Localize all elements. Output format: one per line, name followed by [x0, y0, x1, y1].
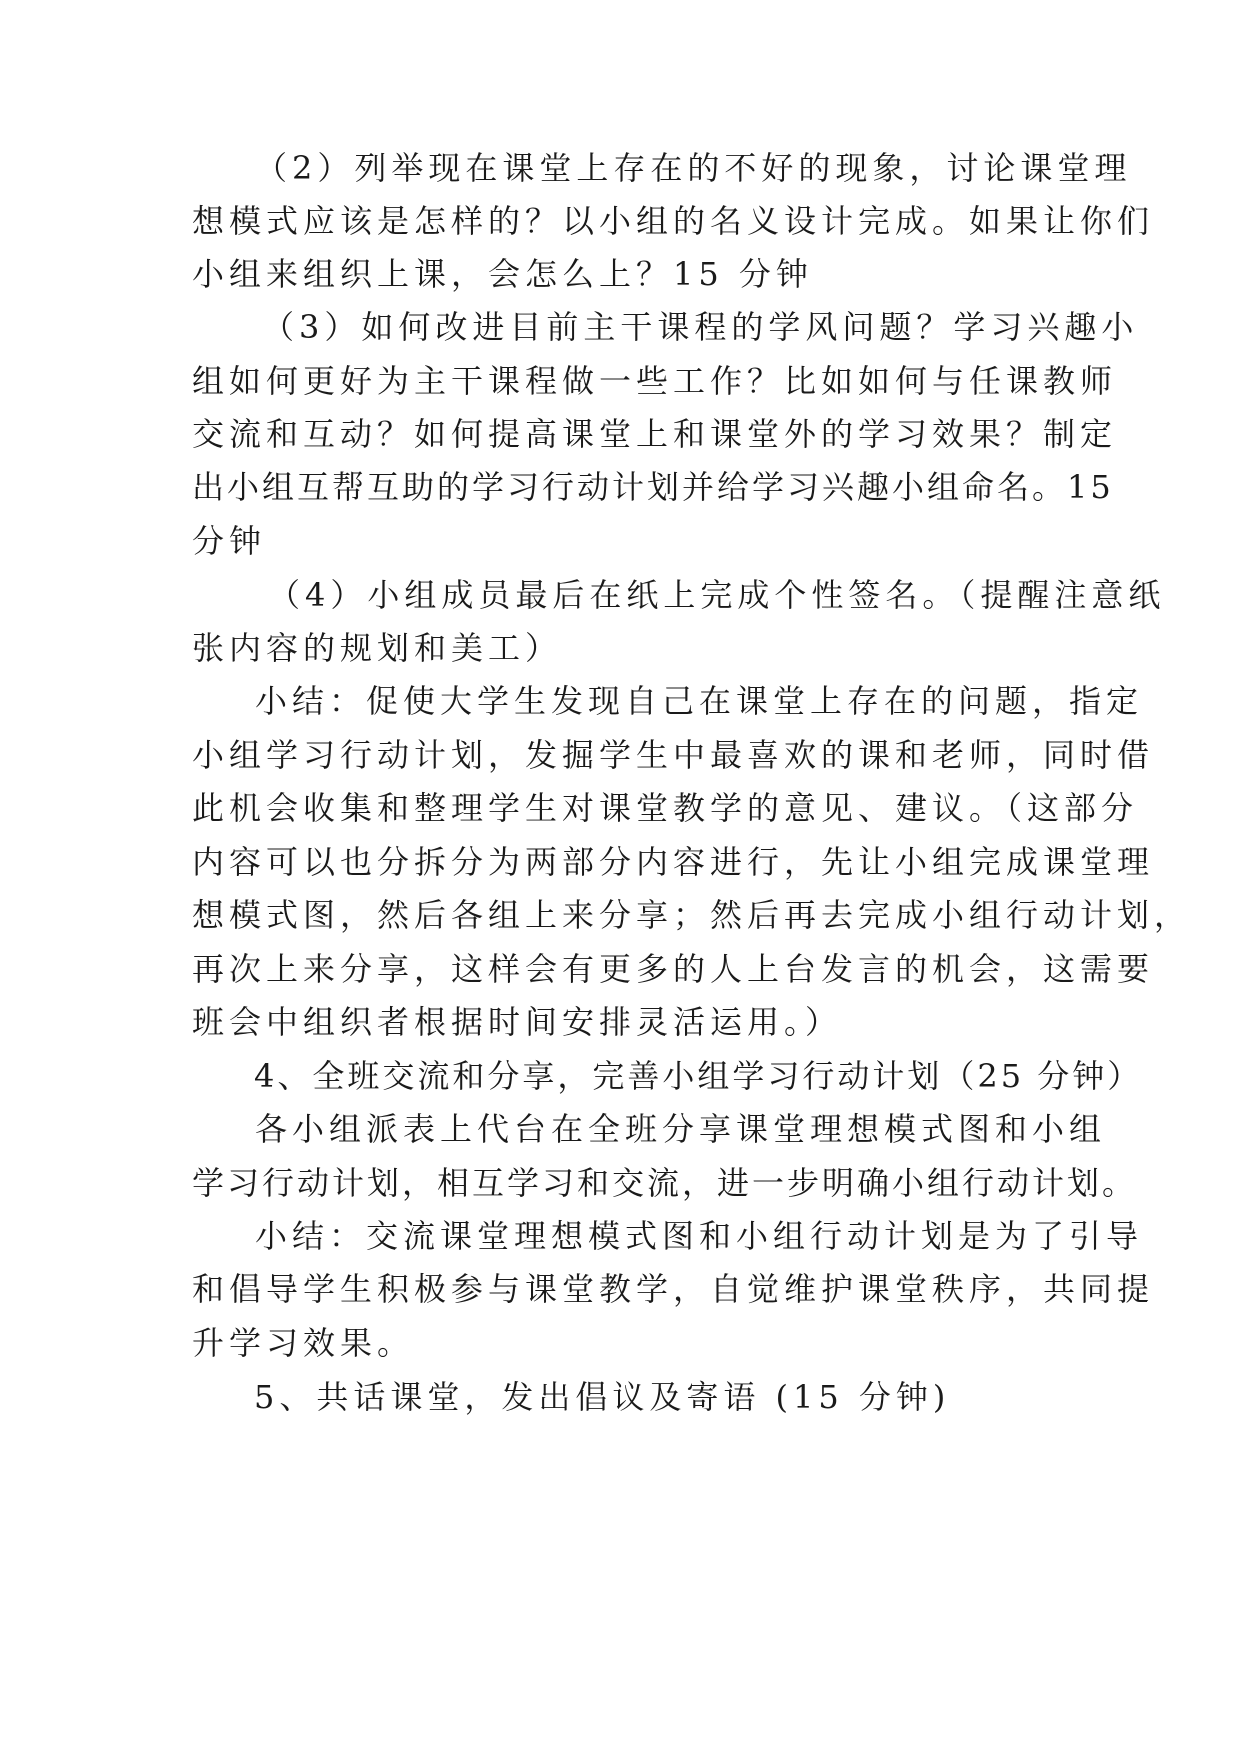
text-line: 班会中组织者根据时间安排灵活运用。） — [192, 1003, 843, 1041]
text-line: 小结：交流课堂理想模式图和小组行动计划是为了引导 — [255, 1217, 1144, 1255]
text-line: 张内容的规划和美工） — [192, 629, 563, 667]
text-line: 小组来组织上课，会怎么上？15 分钟 — [192, 255, 813, 293]
section-heading: 4、全班交流和分享，完善小组学习行动计划（25 分钟） — [254, 1057, 1143, 1095]
text-line: 学习行动计划，相互学习和交流，进一步明确小组行动计划。 — [192, 1164, 1138, 1202]
text-line: 和倡导学生积极参与课堂教学，自觉维护课堂秩序，共同提 — [192, 1270, 1155, 1308]
text-line: 小组学习行动计划，发掘学生中最喜欢的课和老师，同时借 — [192, 736, 1155, 774]
text-line: 交流和互动？如何提高课堂上和课堂外的学习效果？制定 — [192, 415, 1118, 453]
text-line: 想模式图，然后各组上来分享；然后再去完成小组行动计划， — [192, 896, 1192, 934]
text-line: 内容可以也分拆分为两部分内容进行，先让小组完成课堂理 — [192, 843, 1155, 881]
section-heading: 5、共话课堂，发出倡议及寄语 (15 分钟) — [254, 1378, 951, 1416]
text-line: （3）如何改进目前主干课程的学风问题？学习兴趣小 — [262, 308, 1139, 346]
text-line: （2）列举现在课堂上存在的不好的现象，讨论课堂理 — [255, 149, 1132, 187]
text-line: 分钟 — [192, 522, 267, 560]
text-line: 各小组派表上代台在全班分享课堂理想模式图和小组 — [255, 1110, 1107, 1148]
text-line: （4）小组成员最后在纸上完成个性签名。（提醒注意纸 — [268, 576, 1166, 614]
text-line: 升学习效果。 — [192, 1324, 415, 1362]
text-line: 此机会收集和整理学生对课堂教学的意见、建议。（这部分 — [192, 789, 1139, 827]
text-line: 组如何更好为主干课程做一些工作？比如如何与任课教师 — [192, 362, 1118, 400]
text-line: 再次上来分享，这样会有更多的人上台发言的机会，这需要 — [192, 950, 1155, 988]
text-line: 想模式应该是怎样的？以小组的名义设计完成。如果让你们 — [192, 202, 1155, 240]
text-line: 小结：促使大学生发现自己在课堂上存在的问题，指定 — [255, 682, 1144, 720]
text-line: 出小组互帮互助的学习行动计划并给学习兴趣小组命名。15 — [192, 468, 1114, 506]
